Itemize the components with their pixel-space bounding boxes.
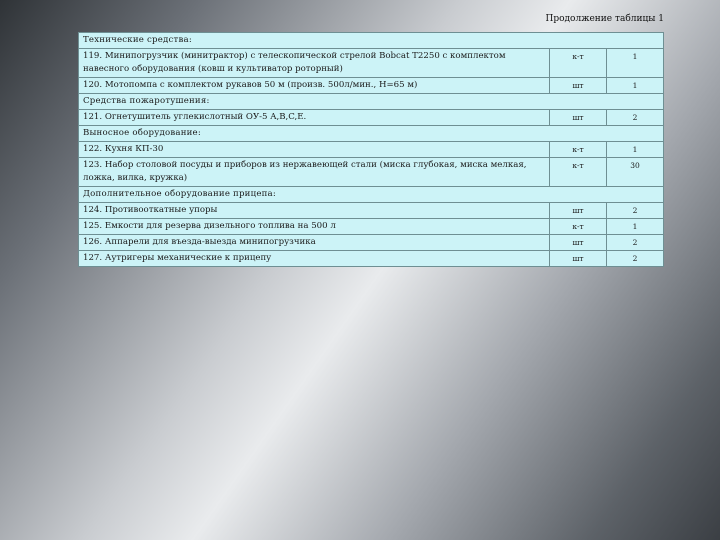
table-row — [79, 158, 664, 187]
item-unit: шт — [550, 78, 607, 94]
section-row — [79, 94, 664, 110]
item-quantity: 1 — [607, 219, 664, 235]
item-unit: к-т — [550, 142, 607, 158]
item-description: 122. Кухня КП-30 — [79, 142, 550, 158]
table-continuation-caption: Продолжение таблицы 1 — [545, 14, 664, 24]
item-quantity: 1 — [607, 78, 664, 94]
table-row — [79, 110, 664, 126]
item-unit: шт — [550, 235, 607, 251]
item-description: 119. Минипогрузчик (минитрактор) с телескопической стрелой Bobcat T2250 с комплектом навесного оборудования (ковш и культиватор роторный) — [79, 49, 550, 78]
item-quantity: 1 — [607, 49, 664, 78]
table-row — [79, 49, 664, 78]
item-quantity: 2 — [607, 235, 664, 251]
item-description: 123. Набор столовой посуды и приборов из нержавеющей стали (миска глубокая, миска мелкая, ложка, вилка, кружка) — [79, 158, 550, 187]
item-quantity: 2 — [607, 203, 664, 219]
item-unit: шт — [550, 203, 607, 219]
item-unit: к-т — [550, 49, 607, 78]
item-description: 126. Аппарели для въезда-выезда минипогрузчика — [79, 235, 550, 251]
section-row — [79, 187, 664, 203]
table-row — [79, 78, 664, 94]
item-unit: к-т — [550, 219, 607, 235]
table-row — [79, 142, 664, 158]
table-row — [79, 235, 664, 251]
section-title: Средства пожаротушения: — [79, 94, 664, 110]
item-quantity: 1 — [607, 142, 664, 158]
item-quantity: 30 — [607, 158, 664, 187]
table-row — [79, 251, 664, 267]
table-row — [79, 219, 664, 235]
section-title: Выносное оборудование: — [79, 126, 664, 142]
table-row — [79, 203, 664, 219]
section-title: Дополнительное оборудование прицепа: — [79, 187, 664, 203]
item-quantity: 2 — [607, 251, 664, 267]
item-description: 127. Аутригеры механические к прицепу — [79, 251, 550, 267]
section-row — [79, 33, 664, 49]
equipment-table — [78, 32, 664, 267]
item-description: 125. Емкости для резерва дизельного топлива на 500 л — [79, 219, 550, 235]
item-description: 124. Противооткатные упоры — [79, 203, 550, 219]
section-row — [79, 126, 664, 142]
item-description: 120. Мотопомпа с комплектом рукавов 50 м (произв. 500л/мин., H=65 м) — [79, 78, 550, 94]
item-unit: шт — [550, 110, 607, 126]
item-description: 121. Огнетушитель углекислотный OУ-5 A,B,C,E. — [79, 110, 550, 126]
section-title: Технические средства: — [79, 33, 664, 49]
item-quantity: 2 — [607, 110, 664, 126]
item-unit: к-т — [550, 158, 607, 187]
item-unit: шт — [550, 251, 607, 267]
